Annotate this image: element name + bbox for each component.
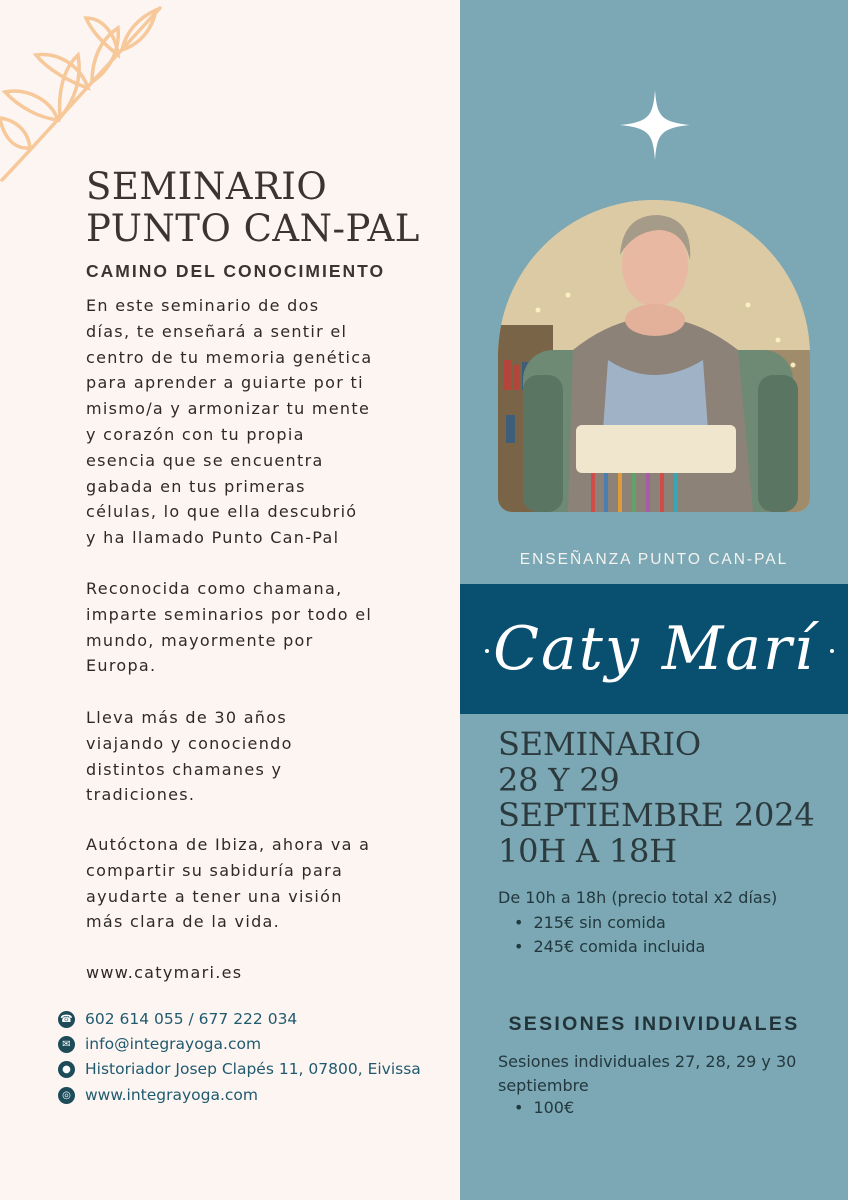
list-item: • 215€ sin comida — [514, 911, 705, 935]
sessions-price-list — [514, 1096, 574, 1120]
portrait-photo — [498, 200, 810, 512]
contact-phone-text: 602 614 055 / 677 222 034 — [85, 1010, 298, 1028]
contact-address[interactable] — [58, 1060, 421, 1078]
globe-icon: ◎ — [58, 1087, 75, 1104]
website-link[interactable]: www.catymari.es — [86, 963, 243, 982]
sessions-title: SESIONES INDIVIDUALES — [508, 1013, 800, 1035]
seminar-dates: SEMINARIO 28 Y 29 SEPTIEMBRE 2024 10H A 18H — [498, 725, 815, 870]
sessions-text: Sesiones individuales 27, 28, 29 y 30 septiembre — [498, 1052, 797, 1095]
page-subtitle: CAMINO DEL CONOCIMIENTO — [86, 261, 386, 281]
contact-web-text: www.integrayoga.com — [85, 1086, 259, 1104]
phone-icon: ☎ — [58, 1011, 75, 1028]
price-list — [514, 911, 705, 959]
description-paragraph-1: En este seminario de dos días, te enseñará a sentir el centro de tu memoria genética para aprender a guiarte por ti mismo/a y armonizar tu mente y corazón con tu propia esencia que se encuentra gabada en tus primeras células, lo que ella descubrió y ha llamado Punto Can-Pal — [86, 296, 373, 548]
contact-email-text: info@integrayoga.com — [85, 1035, 262, 1053]
teacher-name: Caty Marí — [493, 614, 815, 684]
price-intro: De 10h a 18h (precio total x2 días) — [498, 888, 778, 907]
teacher-role: ENSEÑANZA PUNTO CAN-PAL — [519, 551, 789, 568]
page-title: SEMINARIO PUNTO CAN-PAL — [86, 165, 420, 250]
sparkle-icon — [620, 90, 690, 160]
contact-email[interactable] — [58, 1035, 261, 1053]
location-pin-icon: ● — [58, 1061, 75, 1078]
contact-web[interactable] — [58, 1086, 258, 1104]
contact-address-text: Historiador Josep Clapés 11, 07800, Eivissa — [85, 1060, 421, 1078]
description-paragraph-4: Autóctona de Ibiza, ahora va a compartir su sabiduría para ayudarte a tener una visión más clara de la vida. — [86, 835, 371, 932]
list-item: • 245€ comida incluida — [514, 935, 705, 959]
contact-phone[interactable] — [58, 1010, 297, 1028]
description-paragraph-3: Lleva más de 30 años viajando y conociendo distintos chamanes y tradiciones. — [86, 708, 293, 805]
mail-icon: ✉ — [58, 1036, 75, 1053]
leaf-decoration-icon — [0, 0, 175, 185]
list-item: • 100€ — [514, 1096, 574, 1120]
description-paragraph-2: Reconocida como chamana, imparte seminarios por todo el mundo, mayormente por Europa. — [86, 579, 373, 676]
